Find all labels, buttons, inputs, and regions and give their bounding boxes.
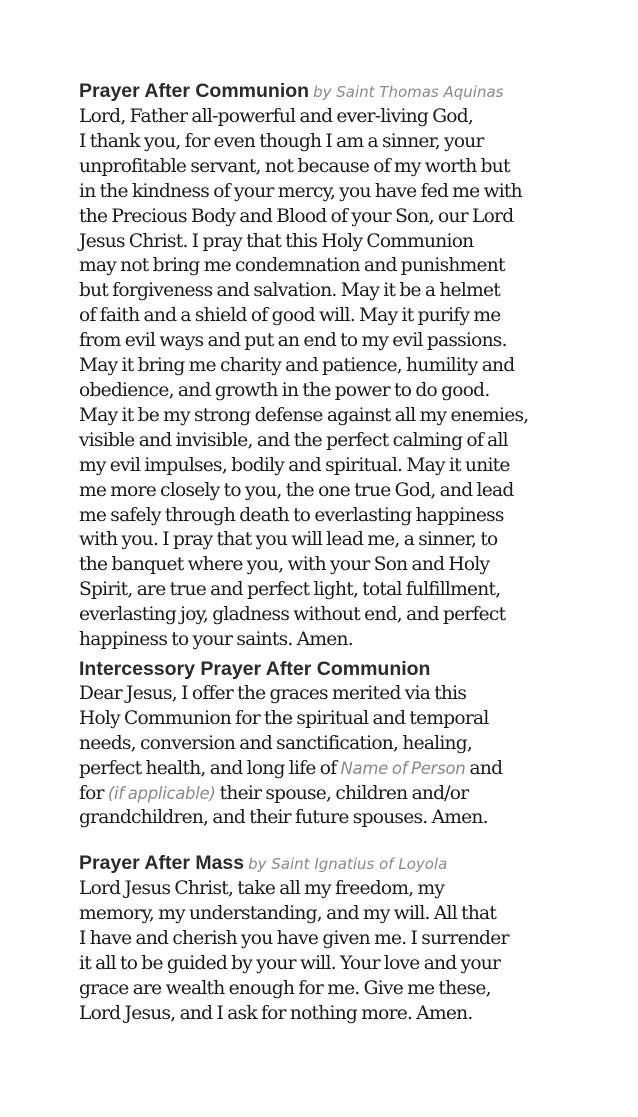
prayer-byline: by Saint Ignatius of Loyola <box>248 855 448 874</box>
prayer-line: Lord Jesus Christ, take all my freedom, my <box>79 878 445 900</box>
prayer-line: with you. I pray that you will lead me, a sinner, to <box>79 529 498 551</box>
prayer-line: Holy Communion for the spiritual and temporal <box>79 707 489 729</box>
prayer-line: it all to be guided by your will. Your love and your <box>79 953 501 975</box>
prayer-line: but forgiveness and salvation. May it be a helmet <box>79 280 500 302</box>
prayer-heading <box>79 657 579 682</box>
prayer-line: grandchildren, and their future spouses. Amen. <box>79 807 488 829</box>
prayer-line <box>79 757 579 782</box>
prayer-line: May it be my strong defense against all my enemies, <box>79 404 529 426</box>
line-text: perfect health, and long life of <box>79 757 341 779</box>
prayer-title: Intercessory Prayer After Communion <box>79 657 431 680</box>
line-text: and <box>465 757 503 779</box>
prayer-line: in the kindness of your mercy, you have fed me with <box>79 180 522 202</box>
prayer-line: the Precious Body and Blood of your Son, our Lord <box>79 205 514 227</box>
prayer-line: Spirit, are true and perfect light, total fulfillment, <box>79 579 501 601</box>
prayer-line: visible and invisible, and the perfect calming of all <box>79 429 508 451</box>
prayer-line: memory, my understanding, and my will. All that <box>79 903 497 925</box>
prayer-title: Prayer After Communion <box>79 80 310 102</box>
prayer-byline: by Saint Thomas Aquinas <box>313 83 504 101</box>
prayer-after-mass <box>79 851 579 1026</box>
line-text: their spouse, children and/or <box>215 782 469 804</box>
prayer-line: May it bring me charity and patience, humility and <box>79 355 515 377</box>
prayer-line: needs, conversion and sanctification, healing, <box>79 732 473 754</box>
prayer-line: Lord, Father all-powerful and ever-living God, <box>79 106 474 127</box>
prayer-heading <box>79 79 579 105</box>
prayer-body <box>79 877 579 1026</box>
prayer-line: may not bring me condemnation and punishment <box>79 255 505 277</box>
prayer-line: happiness to your saints. Amen. <box>79 629 353 651</box>
prayer-line: my evil impulses, bodily and spiritual. May it unite <box>79 454 510 476</box>
name-placeholder: Name of Person <box>340 758 466 778</box>
prayer-line: unprofitable servant, not because of my worth but <box>79 155 510 177</box>
prayer-line: Jesus Christ. I pray that this Holy Communion <box>79 230 474 252</box>
prayer-line: Lord Jesus, and I ask for nothing more. Amen. <box>79 1002 473 1024</box>
prayer-line: from evil ways and put an end to my evil passions. <box>79 330 507 352</box>
prayer-line: everlasting joy, gladness without end, and perfect <box>79 604 506 626</box>
prayer-line: I have and cherish you have given me. I surrender <box>79 928 509 950</box>
prayer-line: of faith and a shield of good will. May it purify me <box>79 305 501 327</box>
applicable-note: (if applicable) <box>107 783 216 803</box>
prayer-line: obedience, and growth in the power to do good. <box>79 379 490 401</box>
prayer-line: Dear Jesus, I offer the graces merited via this <box>79 682 467 704</box>
prayer-card <box>79 79 579 1027</box>
prayer-body <box>79 682 579 831</box>
prayer-heading <box>79 851 579 877</box>
prayer-line: grace are wealth enough for me. Give me these, <box>79 978 491 999</box>
prayer-line: me more closely to you, the one true God, and lead <box>79 479 514 501</box>
prayer-body <box>79 105 579 653</box>
prayer-title: Prayer After Mass <box>79 852 245 875</box>
prayer-line <box>79 782 579 807</box>
prayer-line: me safely through death to everlasting happiness <box>79 504 504 526</box>
prayer-line: I thank you, for even though I am a sinner, your <box>79 130 484 152</box>
intercessory-prayer <box>79 657 579 831</box>
line-text: for <box>79 782 108 804</box>
prayer-line: the banquet where you, with your Son and Holy <box>79 554 490 576</box>
prayer-after-communion <box>79 79 579 653</box>
